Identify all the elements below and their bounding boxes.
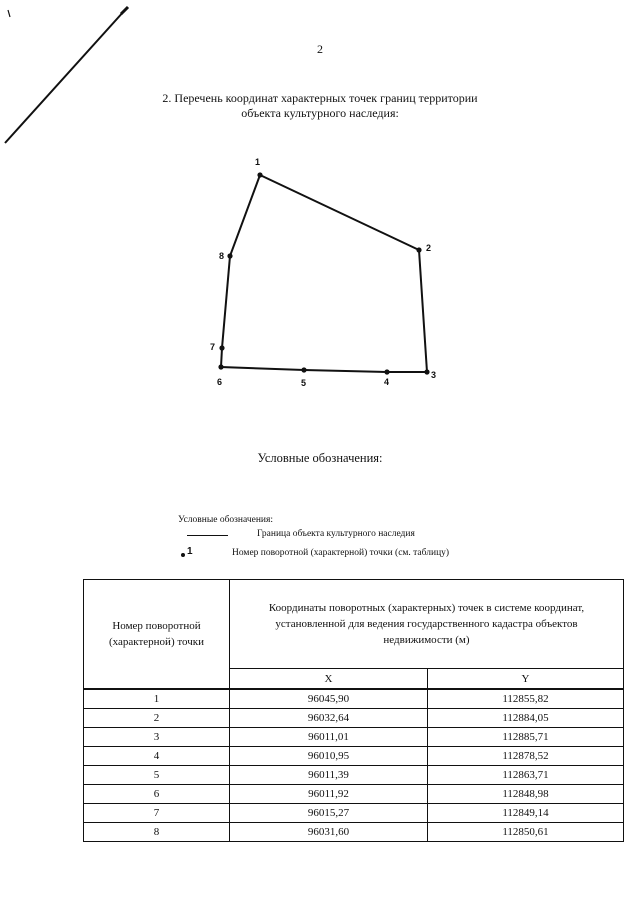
table-row [84, 689, 624, 709]
cell-y: 112878,52 [428, 747, 624, 766]
cell-x: 96031,60 [230, 823, 428, 842]
cell-x: 96045,90 [230, 689, 428, 709]
point-marker-6 [218, 364, 223, 369]
point-marker-3 [424, 369, 429, 374]
point-marker-1 [257, 172, 262, 177]
boundary-scheme [0, 0, 640, 420]
cell-point-number: 6 [84, 785, 230, 804]
header-coordinates: Координаты поворотных (характерных) точек в системе координат, установленной для ведения государственного кадастра объектов недвижимости (м) [230, 580, 624, 669]
table-row [84, 766, 624, 785]
point-label-1: 1 [255, 157, 261, 167]
cell-x: 96010,95 [230, 747, 428, 766]
legend-point-number: 1 [187, 546, 193, 557]
header-point-number: Номер поворотной (характерной) точки [84, 580, 230, 690]
cell-y: 112863,71 [428, 766, 624, 785]
cell-x: 96011,92 [230, 785, 428, 804]
header-y: Y [428, 669, 624, 690]
point-label-2: 2 [426, 243, 432, 253]
page-number: 2 [317, 42, 323, 56]
table-row [84, 709, 624, 728]
legend-caption: Условные обозначения: [178, 515, 274, 525]
table-row [84, 823, 624, 842]
cell-y: 112848,98 [428, 785, 624, 804]
point-marker-7 [219, 345, 224, 350]
cell-x: 96015,27 [230, 804, 428, 823]
cell-point-number: 3 [84, 728, 230, 747]
point-marker-8 [227, 253, 232, 258]
table-row [84, 785, 624, 804]
point-labels [210, 157, 436, 388]
cell-point-number: 5 [84, 766, 230, 785]
boundary-polygon [221, 175, 427, 372]
cell-y: 112849,14 [428, 804, 624, 823]
cell-y: 112884,05 [428, 709, 624, 728]
point-label-6: 6 [217, 377, 223, 387]
point-label-5: 5 [301, 378, 307, 388]
cell-y: 112855,82 [428, 689, 624, 709]
legend-heading: Условные обозначения: [257, 451, 383, 465]
table-row [84, 747, 624, 766]
title-line-1: 2. Перечень координат характерных точек границ территории [162, 91, 478, 105]
table-row [84, 804, 624, 823]
title-line-2: объекта культурного наследия: [241, 106, 399, 120]
cell-point-number: 8 [84, 823, 230, 842]
legend-boundary-text: Граница объекта культурного наследия [257, 529, 415, 539]
cell-point-number: 1 [84, 689, 230, 709]
boundary-line-symbol [187, 535, 228, 536]
point-dot-symbol [181, 553, 185, 557]
point-label-4: 4 [384, 377, 390, 387]
cell-x: 96011,01 [230, 728, 428, 747]
point-marker-5 [301, 367, 306, 372]
legend-point-text: Номер поворотной (характерной) точки (см. таблицу) [232, 548, 450, 558]
cell-x: 96032,64 [230, 709, 428, 728]
cell-x: 96011,39 [230, 766, 428, 785]
cell-y: 112885,71 [428, 728, 624, 747]
header-x: X [230, 669, 428, 690]
point-label-7: 7 [210, 342, 216, 352]
point-marker-2 [416, 247, 421, 252]
point-marker-4 [384, 369, 389, 374]
point-label-3: 3 [431, 370, 437, 380]
cell-point-number: 7 [84, 804, 230, 823]
point-label-8: 8 [219, 251, 225, 261]
cell-point-number: 2 [84, 709, 230, 728]
table-row [84, 728, 624, 747]
cell-point-number: 4 [84, 747, 230, 766]
cell-y: 112850,61 [428, 823, 624, 842]
coordinates-table [83, 579, 624, 842]
